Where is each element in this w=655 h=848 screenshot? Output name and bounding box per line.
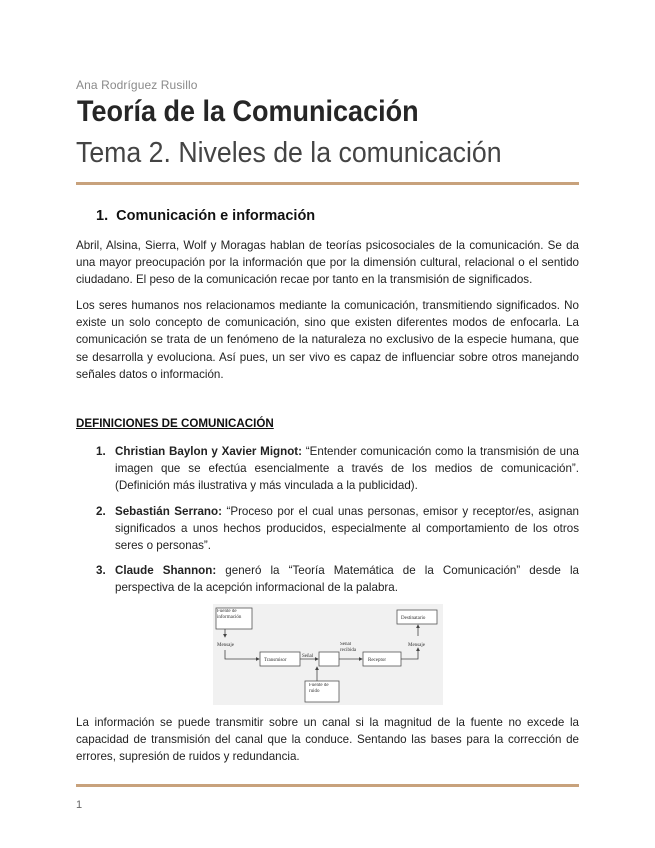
definition-author: Christian Baylon y Xavier Mignot: (115, 445, 303, 458)
diagram-label-noise: Fuente de ruido (309, 683, 329, 694)
definitions-heading: DEFINICIONES DE COMUNICACIÓN (76, 417, 274, 430)
diagram-label-signal: Señal (302, 654, 314, 659)
diagram-label-message-left: Mensaje (217, 643, 234, 648)
definition-item (96, 562, 579, 596)
paragraph-seres-humanos: Los seres humanos nos relacionamos mediante la comunicación, transmitiendo significados. No existe un solo concepto de comunicación, sino que existen diferentes modos de enfocarla. La comunicación se trata de un fenómeno de la naturaleza no exclusivo de la especie humana, que se desarrolla y evoluciona. Así pues, un ser vivo es capaz de influenciar sobre otros manejando señales datos o información. (76, 299, 579, 381)
definition-text: “Proceso por el cual unas personas, emisor y receptor/es, asignan significados a unos hechos producidos, especialmente al comportamiento de los otros seres o personas”. (115, 505, 580, 553)
definition-number: 1. (96, 445, 106, 458)
diagram-label-source: Fuente de información (217, 609, 242, 620)
definition-number: 2. (96, 505, 106, 518)
footer-rule (76, 784, 579, 787)
definition-text: “Entender comunicación como la transmisión de una imagen que se efectúa esencialmente a través de los medios de comunicación”. (Definición más ilustrativa y más vinculada a la publicidad). (115, 445, 579, 493)
document-title: Teoría de la Comunicación (77, 95, 419, 128)
arrow-message-to-transmitter (225, 650, 259, 659)
diagram-label-message-right: Mensaje (408, 643, 425, 648)
paragraph-intro: Abril, Alsina, Sierra, Wolf y Moragas hablan de teorías psicosociales de la comunicación. Se da una mayor preocupación por la información que por la dimensión cultural, relacional o el sentido ciudadano. El peso de la comunicación recae por tanto en la transmisión de significados. (76, 239, 579, 287)
diagram-label-receiver: Receptor (368, 658, 387, 663)
definition-item (96, 443, 579, 495)
definition-item (96, 503, 579, 555)
section-title: Comunicación e información (116, 208, 316, 224)
diagram-label-received-signal: Señal recibida (340, 642, 357, 653)
section-heading (96, 208, 315, 224)
author-name: Ana Rodríguez Rusillo (76, 78, 198, 92)
definition-text: generó la “Teoría Matemática de la Comunicación” desde la perspectiva de la acepción informacional de la palabra. (115, 564, 579, 595)
definition-author: Claude Shannon: (115, 564, 217, 577)
header-rule (76, 182, 579, 185)
document-subtitle: Tema 2. Niveles de la comunicación (76, 137, 502, 169)
arrow-receiver-to-message (401, 648, 418, 659)
diagram-label-destination: Destinatario (401, 616, 426, 621)
definition-number: 3. (96, 564, 106, 577)
channel-box (319, 652, 339, 666)
paragraph-channel-capacity: La información se puede transmitir sobre un canal si la magnitud de la fuente no excede la capacidad de transmisión del canal que la conduce. Sentando las bases para la corrección de errores, supresión de ruidos y redundancia. (76, 716, 579, 764)
diagram-label-transmitter: Transmisor (264, 658, 287, 663)
shannon-diagram (213, 604, 443, 705)
section-number: 1. (96, 208, 109, 224)
definition-author: Sebastián Serrano: (115, 505, 222, 518)
page-number: 1 (76, 799, 83, 811)
